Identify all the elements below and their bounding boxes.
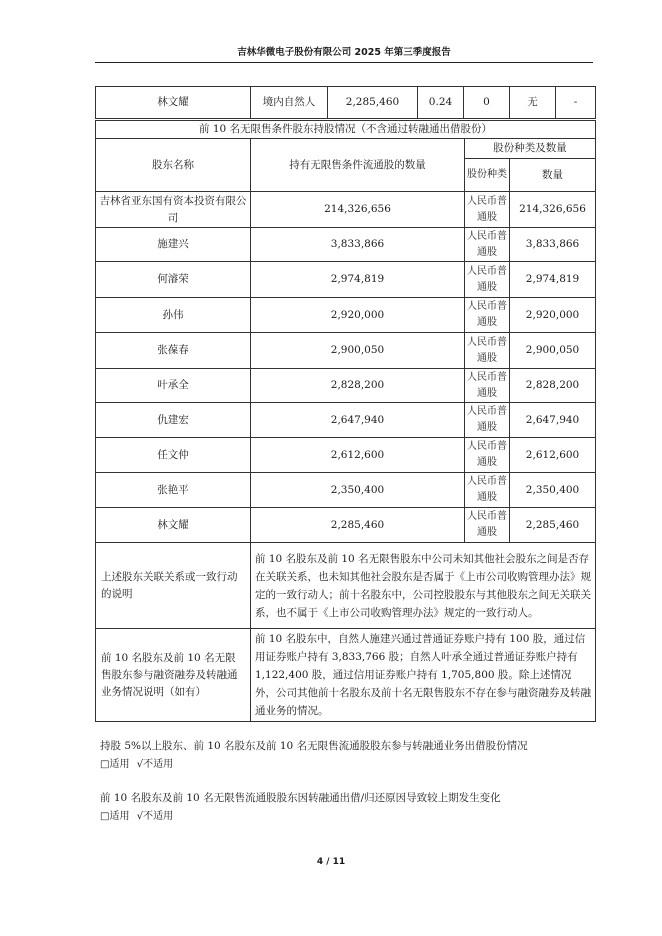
share-type: 人民币普通股: [465, 473, 510, 508]
table-row: [96, 473, 596, 508]
shareholder-name: 施建兴: [96, 228, 251, 262]
unrestricted-shareholders-table: [95, 120, 596, 722]
share-amount: 3,833,866: [510, 228, 596, 262]
share-type: 人民币普通股: [465, 262, 510, 298]
unrestricted-quantity: 214,326,656: [251, 192, 465, 228]
shareholder-name: 吉林省亚东国有资本投资有限公司: [96, 192, 251, 228]
note-text: 前 10 名股东及前 10 名无限售流通股股东因转融通出借/归还原因导致较上期发生变化: [100, 792, 501, 804]
shareholder-name: 任文仲: [96, 438, 251, 473]
share-type: 人民币普通股: [465, 369, 510, 403]
table-row: [96, 228, 596, 262]
pledge-status: 无: [510, 87, 556, 119]
column-header-type: 股份种类: [465, 159, 510, 192]
unrestricted-quantity: 2,900,050: [251, 333, 465, 369]
relation-row: [96, 543, 596, 629]
table-row: [96, 298, 596, 333]
share-amount: 2,612,600: [510, 438, 596, 473]
share-amount: 2,285,460: [510, 508, 596, 543]
margin-trading-label: 前 10 名股东及前 10 名无限售股东参与融资融券及转融通业务情况说明（如有）: [96, 629, 251, 722]
table-caption: 前 10 名无限售条件股东持股情况（不含通过转融通出借股份）: [96, 121, 596, 139]
share-type: 人民币普通股: [465, 228, 510, 262]
top-shareholder-continuation-table: [95, 86, 596, 119]
table-header-row: [96, 139, 596, 159]
option-not-applicable: √不适用: [136, 759, 174, 770]
share-type: 人民币普通股: [465, 403, 510, 438]
pledge-quantity: -: [556, 87, 596, 119]
page-number: 4 / 11: [316, 857, 346, 867]
report-header: 吉林华微电子股份有限公司 2025 年第三季度报告: [237, 47, 451, 58]
note-options: [100, 807, 501, 826]
table-row: [96, 403, 596, 438]
shareholder-name: 孙伟: [96, 298, 251, 333]
note-options: [100, 755, 528, 774]
note-lending-change: [100, 789, 501, 826]
share-type: 人民币普通股: [465, 438, 510, 473]
column-header-quantity: 持有无限售条件流通股的数量: [251, 139, 465, 192]
share-type: 人民币普通股: [465, 298, 510, 333]
share-amount: 2,920,000: [510, 298, 596, 333]
unrestricted-quantity: 2,828,200: [251, 369, 465, 403]
table-row: [96, 508, 596, 543]
share-amount: 2,828,200: [510, 369, 596, 403]
margin-trading-row: [96, 629, 596, 722]
column-header-amount: 数量: [510, 159, 596, 192]
share-type: 人民币普通股: [465, 333, 510, 369]
table-row: [96, 333, 596, 369]
share-amount: 2,974,819: [510, 262, 596, 298]
option-applicable: □适用: [100, 811, 130, 822]
relation-label: 上述股东关联关系或一致行动的说明: [96, 543, 251, 629]
share-amount: 2,350,400: [510, 473, 596, 508]
shareholder-name: 仇建宏: [96, 403, 251, 438]
shareholder-name: 张葆春: [96, 333, 251, 369]
unrestricted-quantity: 2,285,460: [251, 508, 465, 543]
shareholder-name: 何濬荣: [96, 262, 251, 298]
table-row: [96, 438, 596, 473]
unrestricted-quantity: 2,612,600: [251, 438, 465, 473]
option-not-applicable: √不适用: [136, 811, 174, 822]
table-row: [96, 262, 596, 298]
unrestricted-quantity: 2,920,000: [251, 298, 465, 333]
share-amount: 214,326,656: [510, 192, 596, 228]
table-row: [96, 192, 596, 228]
note-securities-lending: [100, 737, 528, 774]
unrestricted-quantity: 2,350,400: [251, 473, 465, 508]
column-header-name: 股东名称: [96, 139, 251, 192]
table-caption-row: [96, 121, 596, 139]
header-divider: [95, 62, 593, 63]
share-amount: 2,900,050: [510, 333, 596, 369]
restricted-shares: 0: [464, 87, 510, 119]
share-type: 人民币普通股: [465, 508, 510, 543]
share-amount: 2,647,940: [510, 403, 596, 438]
shareholder-name: 张艳平: [96, 473, 251, 508]
shareholder-nature: 境内自然人: [251, 87, 328, 119]
note-text: 持股 5%以上股东、前 10 名股东及前 10 名无限售流通股股东参与转融通业务出借股份情况: [100, 740, 528, 752]
option-applicable: □适用: [100, 759, 130, 770]
unrestricted-quantity: 2,974,819: [251, 262, 465, 298]
shareholder-name: 林文耀: [96, 508, 251, 543]
table-row: [96, 87, 596, 119]
relation-text: 前 10 名股东及前 10 名无限售股东中公司未知其他社会股东之间是否存在关联关系，也未知其他社会股东是否属于《上市公司收购管理办法》规定的一致行动人；前十名股东中，公司控股股东与其他股东之间无关联关系，也不属于《上市公司收购管理办法》规定的一致行动人。: [251, 543, 596, 629]
column-header-type-group: 股份种类及数量: [465, 139, 596, 159]
unrestricted-quantity: 2,647,940: [251, 403, 465, 438]
share-count: 2,285,460: [328, 87, 418, 119]
table-row: [96, 369, 596, 403]
shareholder-name: 叶承全: [96, 369, 251, 403]
shareholder-name: 林文耀: [96, 87, 251, 119]
margin-trading-text: 前 10 名股东中，自然人施建兴通过普通证券账户持有 100 股，通过信用证券账户持有 3,833,766 股；自然人叶承全通过普通证券账户持有 1,122,400 股，通过信用证券账户持有 1,705,800 股。除上述情况外，公司其他前十名股东及前十名无限售股东不存在参与融资融券及转融通业务的情况。: [251, 629, 596, 722]
share-type: 人民币普通股: [465, 192, 510, 228]
unrestricted-quantity: 3,833,866: [251, 228, 465, 262]
holding-ratio: 0.24: [418, 87, 464, 119]
